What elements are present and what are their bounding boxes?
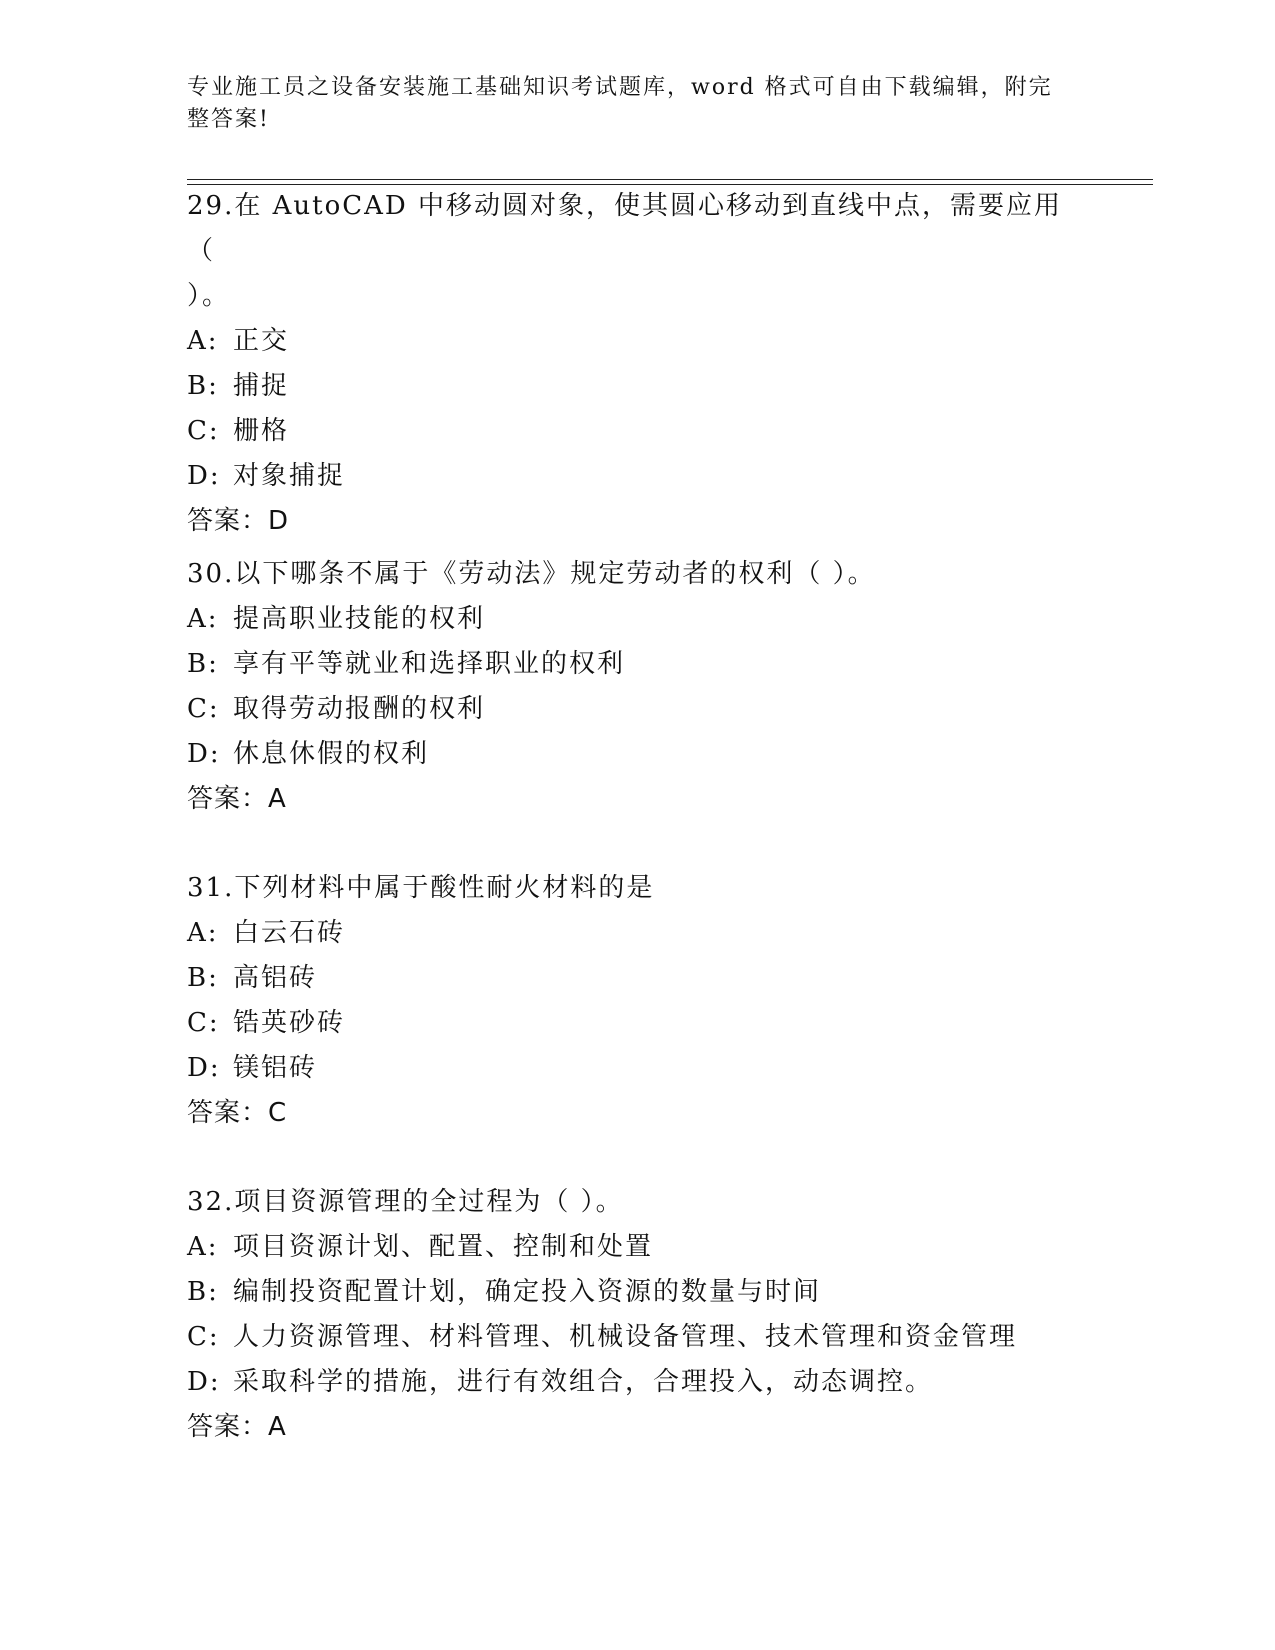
option-text: 镁铝砖: [233, 1053, 318, 1083]
answer-line: 答案：D: [187, 506, 290, 536]
question-stem: 31.下列材料中属于酸性耐火材料的是: [187, 873, 655, 903]
option-text: 栅格: [233, 416, 290, 446]
option-text: 编制投资配置计划，确定投入资源的数量与时间: [233, 1277, 822, 1307]
option-text: 取得劳动报酬的权利: [233, 694, 486, 724]
option-a: [187, 911, 1087, 956]
option-text: 白云石砖: [233, 918, 346, 948]
option-text: 对象捕捉: [233, 461, 346, 491]
header-line-2: 整答案!: [187, 107, 270, 132]
option-d: [187, 1046, 1087, 1091]
question-31: [187, 866, 1087, 1136]
option-b: [187, 1270, 1087, 1315]
option-b: [187, 642, 1087, 687]
option-text: 项目资源计划、配置、控制和处置: [233, 1232, 654, 1262]
option-c: [187, 687, 1087, 732]
option-d: [187, 1360, 1087, 1405]
answer-line: 答案：C: [187, 1098, 288, 1128]
option-b: [187, 364, 1087, 409]
option-letter: A:: [187, 326, 219, 356]
option-text: 捕捉: [233, 371, 290, 401]
option-a: [187, 1225, 1087, 1270]
question-30: [187, 552, 1087, 822]
answer-line: 答案：A: [187, 1412, 287, 1442]
option-text: 高铝砖: [233, 963, 318, 993]
option-d: [187, 732, 1087, 777]
answer-line: 答案：A: [187, 784, 287, 814]
header-divider-top: [187, 179, 1153, 180]
document-header: [187, 72, 1087, 136]
option-c: [187, 1001, 1087, 1046]
option-letter: C:: [187, 1008, 220, 1038]
option-text: 采取科学的措施，进行有效组合，合理投入，动态调控。: [233, 1367, 934, 1397]
option-text: 人力资源管理、材料管理、机械设备管理、技术管理和资金管理: [233, 1322, 1018, 1352]
option-letter: D:: [187, 461, 221, 491]
option-text: 提高职业技能的权利: [233, 604, 486, 634]
option-a: [187, 597, 1087, 642]
option-letter: D:: [187, 1367, 221, 1397]
option-text: 休息休假的权利: [233, 739, 430, 769]
question-stem-line-1: 29.在 AutoCAD 中移动圆对象，使其圆心移动到直线中点，需要应用（: [187, 191, 1063, 266]
option-a: [187, 319, 1087, 364]
option-text: 正交: [233, 326, 290, 356]
option-letter: B:: [187, 649, 219, 679]
option-c: [187, 1315, 1087, 1360]
header-line-1: 专业施工员之设备安装施工基础知识考试题库，word 格式可自由下载编辑，附完: [187, 75, 1053, 100]
question-32: [187, 1180, 1087, 1450]
option-letter: B:: [187, 371, 219, 401]
option-letter: C:: [187, 694, 220, 724]
option-letter: C:: [187, 1322, 220, 1352]
question-stem: [187, 184, 1067, 319]
option-letter: B:: [187, 963, 219, 993]
option-letter: D:: [187, 1053, 221, 1083]
option-letter: A:: [187, 1232, 219, 1262]
option-letter: B:: [187, 1277, 219, 1307]
option-text: 锆英砂砖: [233, 1008, 346, 1038]
option-letter: D:: [187, 739, 221, 769]
option-d: [187, 454, 1087, 499]
question-stem-line-2: ）。: [187, 281, 231, 311]
option-letter: A:: [187, 918, 219, 948]
option-c: [187, 409, 1087, 454]
question-29: [187, 184, 1087, 544]
option-letter: A:: [187, 604, 219, 634]
question-stem: 32.项目资源管理的全过程为（ ）。: [187, 1187, 624, 1217]
option-letter: C:: [187, 416, 220, 446]
option-text: 享有平等就业和选择职业的权利: [233, 649, 626, 679]
question-stem: 30.以下哪条不属于《劳动法》规定劳动者的权利（ ）。: [187, 559, 876, 589]
option-b: [187, 956, 1087, 1001]
